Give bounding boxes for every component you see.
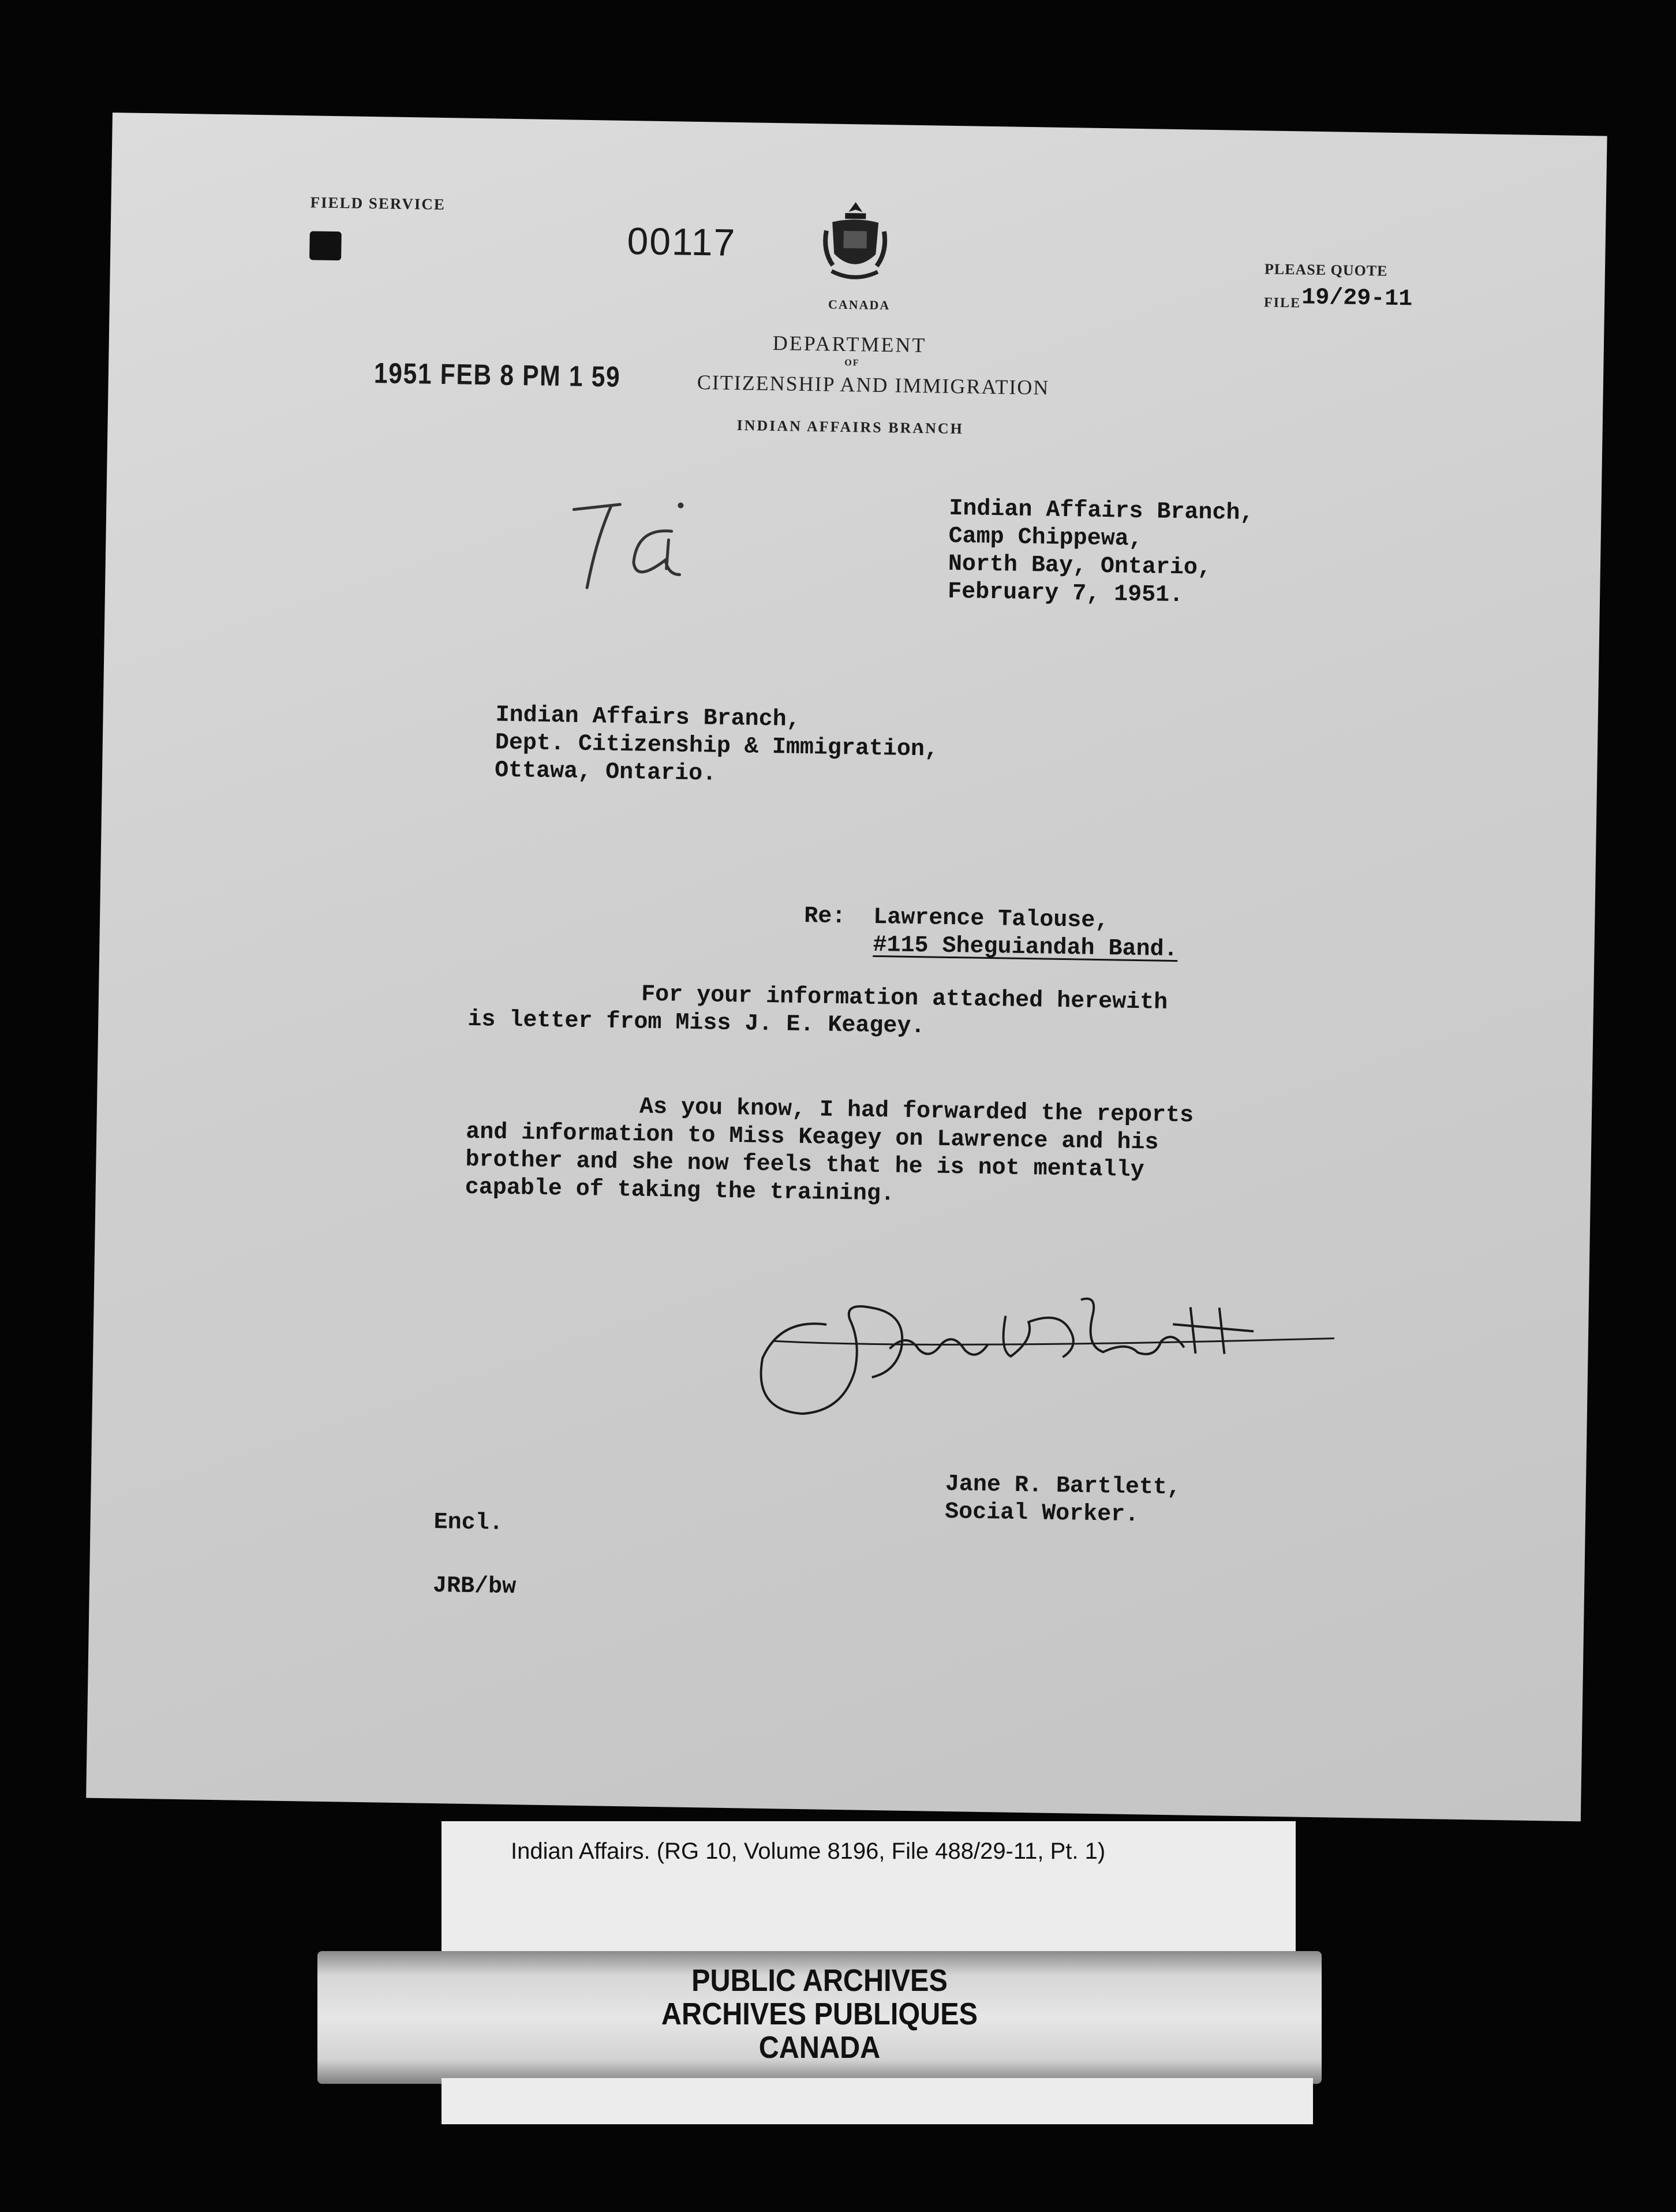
- branch-heading: INDIAN AFFAIRS BRANCH: [736, 417, 964, 438]
- archive-reference-card: [442, 1821, 1296, 1966]
- department-of: OF: [844, 357, 860, 368]
- black-mark: [309, 231, 342, 260]
- sender-line: Camp Chippewa,: [948, 523, 1143, 553]
- signatory-title: Social Worker.: [944, 1499, 1139, 1529]
- paragraph-line: is letter from Miss J. E. Keagey.: [467, 1006, 925, 1040]
- document-number: 00117: [627, 219, 736, 264]
- please-quote-label: PLEASE QUOTE: [1264, 260, 1388, 279]
- file-number: 19/29-11: [1301, 285, 1413, 313]
- paragraph-line: capable of taking the training.: [465, 1174, 895, 1208]
- archives-label: [317, 1964, 1322, 2064]
- department-heading: DEPARTMENT: [772, 331, 927, 357]
- recipient-line: Dept. Citizenship & Immigration,: [495, 730, 939, 763]
- letter-page: [86, 113, 1607, 1821]
- signatory-name: Jane R. Bartlett,: [945, 1471, 1181, 1501]
- sender-line: North Bay, Ontario,: [948, 551, 1212, 581]
- re-subject-name: Lawrence Talouse,: [873, 904, 1109, 935]
- archives-label-line: PUBLIC ARCHIVES: [691, 1963, 948, 1998]
- re-label: Re:: [803, 903, 846, 931]
- body-paragraph-1: [467, 978, 1168, 1045]
- archive-reference: Indian Affairs. (RG 10, Volume 8196, File 488/29-11, Pt. 1): [511, 1839, 1106, 1864]
- paragraph-line: For your information attached herewith: [641, 981, 1168, 1016]
- sender-line: Indian Affairs Branch,: [949, 495, 1254, 527]
- paragraph-line: and information to Miss Keagey on Lawrence and his: [465, 1119, 1159, 1156]
- file-label: FILE: [1263, 295, 1301, 311]
- paragraph-line: brother and she now feels that he is not mentally: [465, 1146, 1144, 1184]
- field-service-label: FIELD SERVICE: [310, 193, 446, 214]
- sender-address: [948, 495, 1254, 611]
- received-date-stamp: 1951 FEB 8 PM 1 59: [373, 357, 621, 393]
- handwritten-note: [555, 486, 719, 604]
- canada-crest-icon: [820, 199, 890, 286]
- archives-lower-strip: [442, 2078, 1313, 2124]
- re-subject-band: #115 Sheguiandah Band.: [873, 932, 1178, 963]
- signatory-block: [945, 1471, 1181, 1530]
- handwritten-signature: [755, 1277, 1346, 1483]
- paragraph-line: As you know, I had forwarded the reports: [639, 1094, 1194, 1129]
- archives-label-band: [317, 1951, 1322, 2084]
- recipient-address: [495, 702, 939, 792]
- letter-date: February 7, 1951.: [947, 578, 1184, 609]
- archives-label-line: ARCHIVES PUBLIQUES: [661, 1997, 978, 2031]
- body-paragraph-2: [465, 1091, 1194, 1213]
- recipient-line: Indian Affairs Branch,: [495, 702, 801, 733]
- enclosure-note: Encl.: [433, 1509, 504, 1537]
- department-name: CITIZENSHIP AND IMMIGRATION: [697, 370, 1050, 399]
- archives-label-line: CANADA: [758, 2030, 881, 2065]
- crest-caption: CANADA: [828, 297, 891, 313]
- typist-initials: JRB/bw: [432, 1573, 517, 1601]
- recipient-line: Ottawa, Ontario.: [494, 757, 717, 787]
